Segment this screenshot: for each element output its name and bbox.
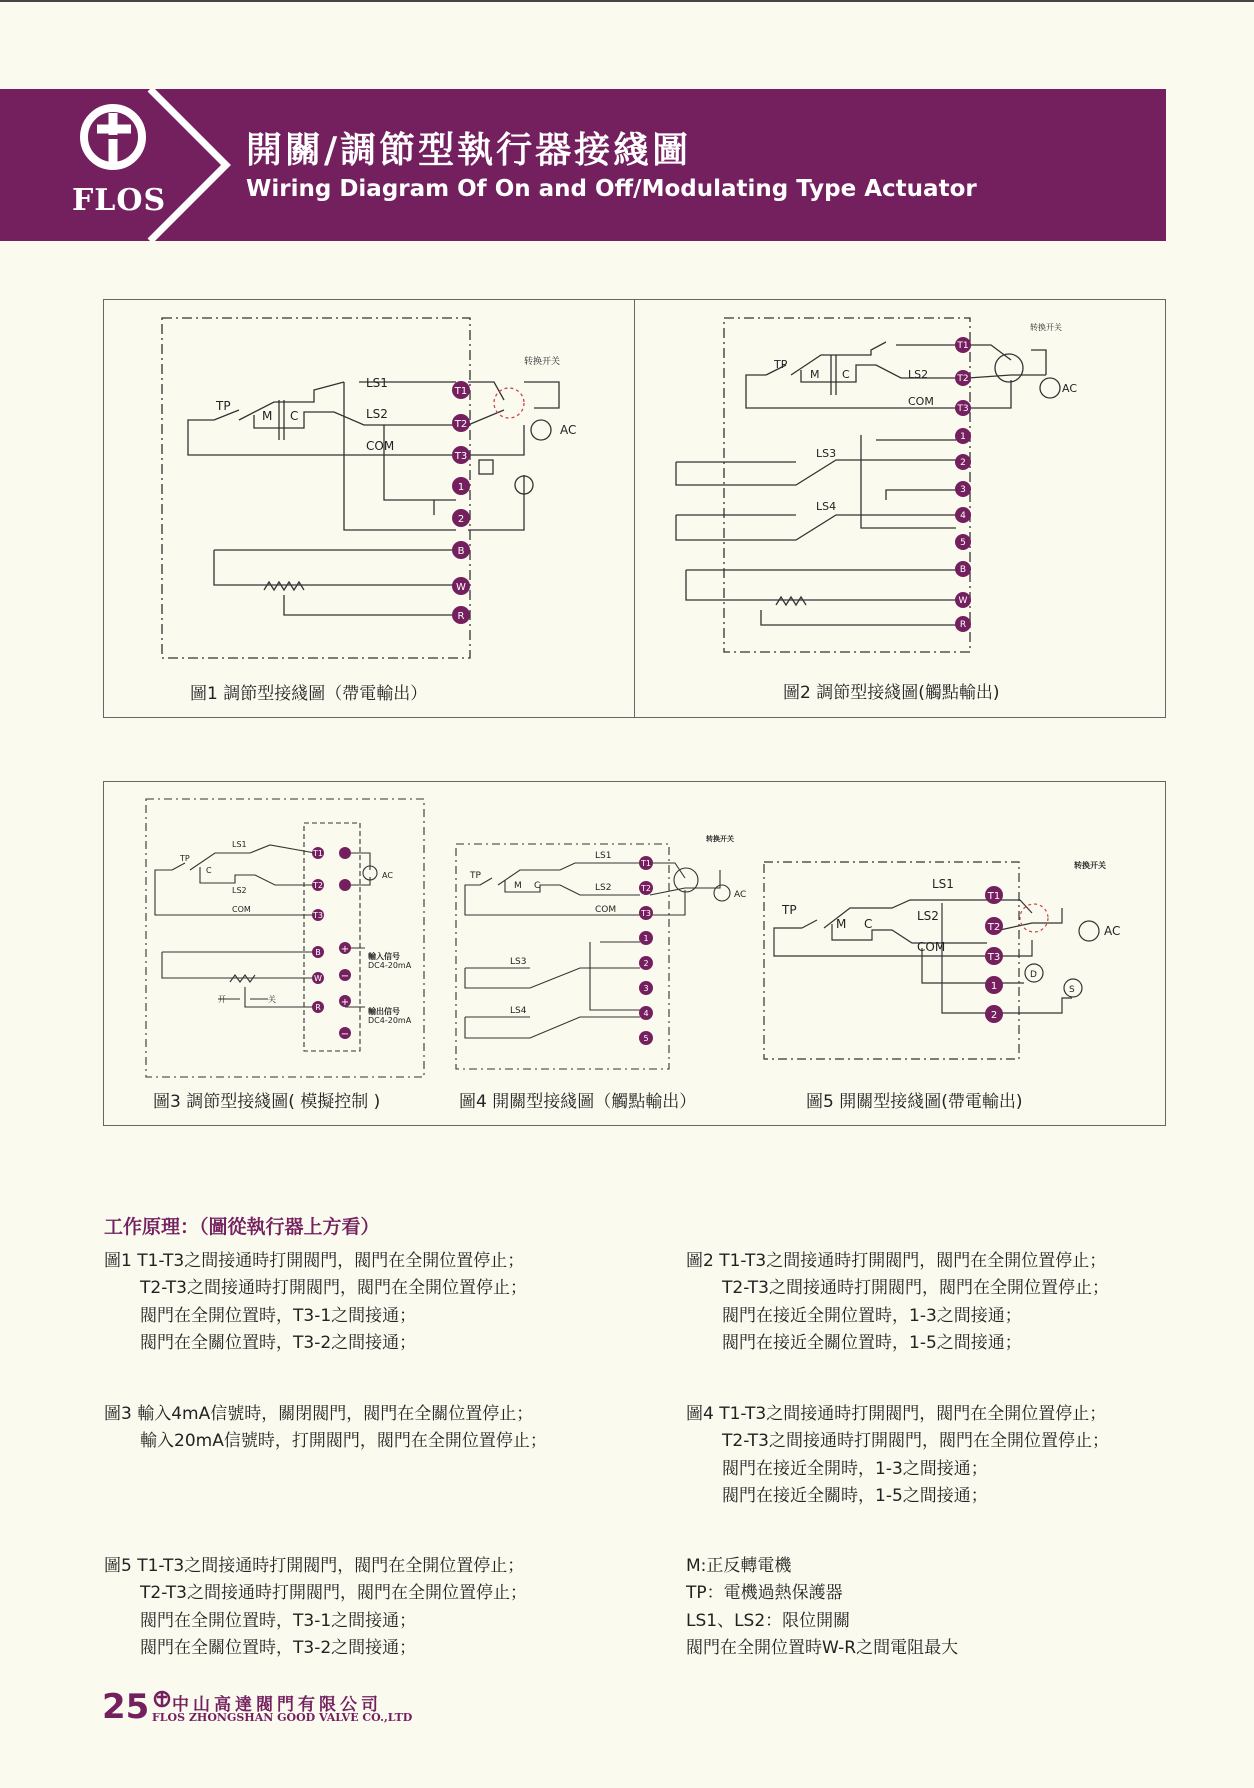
fig5-c-label: C — [864, 917, 873, 931]
fig3-terminal-w: W — [314, 974, 322, 983]
fig4-terminal-5: 5 — [643, 1034, 649, 1043]
principle-fig1-line: 閥門在全關位置時，T3-2之間接通； — [140, 1333, 417, 1354]
fig5-ls2-label: LS2 — [917, 909, 939, 923]
fig1-com-label: COM — [366, 439, 395, 453]
fig2-ls2-label: LS2 — [908, 368, 929, 381]
brand-name: FLOS — [72, 183, 167, 218]
figure-4-diagram — [450, 830, 750, 1075]
fig4-ac-label: AC — [734, 890, 747, 900]
principle-fig1-line: 閥門在全開位置時，T3-1之間接通； — [140, 1305, 417, 1326]
fig3-terminal-r: R — [315, 1003, 321, 1012]
fig4-terminal-1: 1 — [643, 934, 649, 943]
fig3-terminal-t2: T2 — [313, 881, 323, 890]
fig2-terminal-t3: T3 — [957, 404, 969, 414]
page-title-en: Wiring Diagram Of On and Off/Modulating Type Actuator — [246, 176, 977, 202]
fig4-terminal-t3: T3 — [641, 909, 651, 918]
fig3-open-label: 开 — [218, 995, 226, 1004]
principle-fig3 — [104, 1401, 547, 1456]
fig2-c-label: C — [842, 368, 850, 381]
fig1-ls1-label: LS1 — [366, 376, 388, 390]
legend-line: TP：電機過熱保護器 — [686, 1583, 843, 1604]
fig1-terminal-t2: T2 — [454, 419, 468, 430]
fig3-terminal-t1: T1 — [313, 849, 323, 858]
principle-fig4-line: 閥門在接近全開時，1-3之間接通； — [722, 1458, 988, 1479]
fig1-terminal-2: 2 — [457, 514, 465, 525]
fig2-terminal-5: 5 — [960, 538, 966, 548]
fig4-ls1-label: LS1 — [595, 851, 612, 861]
principle-fig2-line: T2-T3之間接通時打開閥門，閥門在全開位置停止； — [722, 1278, 1109, 1299]
fig4-terminal-4: 4 — [643, 1009, 649, 1018]
fig3-output-plus: + — [340, 997, 350, 1008]
principle-fig3-line: 圖3 輸入4mA信號時，關閉閥門，閥門在全關位置停止； — [104, 1404, 534, 1424]
footer-logo-icon — [152, 1690, 172, 1708]
fig1-terminal-r: R — [457, 611, 465, 622]
company-name-zh: 中山高達閥門有限公司 — [172, 1695, 382, 1715]
principle-fig5-line: T2-T3之間接通時打開閥門，閥門在全開位置停止； — [140, 1583, 527, 1604]
page-number: 25 — [102, 1687, 150, 1727]
fig3-ac-label: AC — [382, 871, 393, 880]
company-name-en: FLOS ZHONGSHAN GOOD VALVE CO.,LTD — [152, 1711, 413, 1724]
fig1-terminal-t3: T3 — [454, 451, 468, 462]
fig5-ac-label: AC — [1104, 924, 1121, 938]
figure-3-caption: 圖3 調節型接綫圖( 模擬控制 ) — [153, 1092, 381, 1112]
fig3-ls2-label: LS2 — [232, 886, 247, 895]
principle-fig5-line: 圖5 T1-T3之間接通時打開閥門，閥門在全開位置停止； — [104, 1556, 525, 1576]
fig2-switch-label: 转换开关 — [1030, 323, 1062, 332]
fig2-tp-label: TP — [774, 358, 788, 371]
fig4-ls3-label: LS3 — [510, 957, 527, 967]
fig1-terminal-1: 1 — [457, 482, 465, 493]
fig2-terminal-b: B — [959, 565, 967, 575]
principle-fig4-line: T2-T3之間接通時打開閥門，閥門在全開位置停止； — [722, 1431, 1109, 1452]
fig3-close-label: 关 — [268, 995, 276, 1004]
fig1-m-label: M — [262, 409, 273, 423]
fig3-terminal-t3: T3 — [313, 911, 323, 920]
principle-fig4-line: 閥門在接近全關時，1-5之間接通； — [722, 1486, 988, 1507]
fig5-m-label: M — [836, 917, 847, 931]
figure-2-diagram — [636, 300, 1164, 670]
fig1-ac-label: AC — [560, 423, 577, 437]
principle-fig2 — [686, 1248, 1109, 1358]
fig5-lamp-s-label: S — [1069, 985, 1075, 995]
fig3-terminal-b: B — [315, 948, 321, 957]
principle-heading: 工作原理：（圖從執行器上方看） — [104, 1216, 380, 1238]
fig3-input-minus: − — [340, 971, 350, 982]
principle-legend — [686, 1553, 958, 1663]
fig2-terminal-w: W — [958, 596, 968, 606]
fig3-input-plus: + — [340, 944, 350, 955]
principle-fig1 — [104, 1248, 527, 1358]
principle-fig1-line: T2-T3之間接通時打開閥門，閥門在全開位置停止； — [140, 1278, 527, 1299]
logo-chevron — [0, 89, 260, 241]
principle-fig4 — [686, 1401, 1109, 1511]
fig1-ls2-label: LS2 — [366, 407, 388, 421]
fig2-ac-label: AC — [1062, 382, 1078, 395]
fig4-terminal-2: 2 — [643, 959, 649, 968]
fig2-terminal-4: 4 — [960, 511, 966, 521]
principle-fig2-line: 閥門在接近全開位置時，1-3之間接通； — [722, 1305, 1022, 1326]
fig1-switch-label: 转换开关 — [524, 357, 561, 367]
fig2-terminal-1: 1 — [960, 432, 966, 442]
figure-3-diagram — [140, 795, 430, 1080]
figure-5-diagram — [762, 848, 1132, 1068]
principle-fig4-line: 圖4 T1-T3之間接通時打開閥門，閥門在全開位置停止； — [686, 1404, 1107, 1424]
fig2-terminal-3: 3 — [960, 485, 966, 495]
fig4-ls2-label: LS2 — [595, 883, 612, 893]
fig3-com-label: COM — [232, 905, 251, 914]
fig5-terminal-t1: T1 — [987, 891, 1001, 902]
fig5-terminal-t2: T2 — [987, 922, 1001, 933]
fig4-ls4-label: LS4 — [510, 1006, 527, 1016]
fig3-tp-label: TP — [180, 854, 190, 863]
fig2-ls4-label: LS4 — [816, 500, 837, 513]
fig5-ls1-label: LS1 — [932, 877, 954, 891]
legend-line: LS1、LS2：限位開關 — [686, 1610, 851, 1631]
principle-fig5 — [104, 1553, 527, 1663]
fig3-ls1-label: LS1 — [232, 840, 247, 849]
fig5-terminal-t3: T3 — [987, 952, 1001, 963]
fig1-terminal-t1: T1 — [454, 386, 468, 397]
fig1-terminal-w: W — [456, 582, 466, 593]
fig3-c-label: C — [206, 866, 212, 875]
fig4-com-label: COM — [595, 905, 617, 915]
principle-fig5-line: 閥門在全開位置時，T3-1之間接通； — [140, 1610, 417, 1631]
legend-line: 閥門在全開位置時W-R之間電阻最大 — [686, 1638, 959, 1659]
fig4-terminal-t2: T2 — [641, 884, 651, 893]
figure-1-caption: 圖1 調節型接綫圖（帶電輸出） — [190, 684, 428, 704]
fig2-com-label: COM — [908, 395, 934, 408]
fig5-terminal-1: 1 — [990, 981, 998, 992]
principle-fig2-line: 圖2 T1-T3之間接通時打開閥門，閥門在全開位置停止； — [686, 1251, 1107, 1271]
fig2-terminal-t1: T1 — [957, 341, 969, 351]
fig3-output-minus: − — [340, 1029, 350, 1040]
fig2-ls3-label: LS3 — [816, 447, 837, 460]
fig4-tp-label: TP — [470, 871, 481, 881]
fig5-terminal-2: 2 — [990, 1010, 998, 1021]
principle-fig5-line: 閥門在全關位置時，T3-2之間接通； — [140, 1638, 417, 1659]
top-rule — [0, 0, 1254, 2]
fig2-m-label: M — [810, 368, 820, 381]
fig2-terminal-2: 2 — [960, 458, 966, 468]
fig2-terminal-r: R — [959, 620, 967, 630]
figure-4-caption: 圖4 開關型接綫圖（觸點輸出） — [459, 1092, 697, 1112]
legend-line: M:正反轉電機 — [686, 1556, 792, 1576]
fig5-lamp-d-label: D — [1030, 970, 1037, 980]
fig4-switch-label: 转换开关 — [706, 835, 734, 843]
top-frame-divider — [634, 299, 635, 718]
principle-fig1-line: 圖1 T1-T3之間接通時打開閥門，閥門在全開位置停止； — [104, 1251, 525, 1271]
fig1-c-label: C — [290, 409, 299, 423]
fig2-terminal-t2: T2 — [957, 374, 969, 384]
page-title-zh: 開關/調節型執行器接綫圖 — [246, 130, 692, 171]
principle-fig2-line: 閥門在接近全關位置時，1-5之間接通； — [722, 1333, 1022, 1354]
fig4-terminal-3: 3 — [643, 984, 649, 993]
fig3-input-range: DC4-20mA — [368, 961, 412, 970]
fig1-tp-label: TP — [216, 399, 231, 413]
fig3-output-signal: 輸出信号 — [368, 1007, 400, 1016]
fig3-output-range: DC4-20mA — [368, 1016, 412, 1025]
fig4-terminal-t1: T1 — [641, 859, 651, 868]
fig5-switch-label: 转换开关 — [1074, 861, 1106, 870]
fig4-c-label: C — [534, 881, 541, 891]
figure-1-diagram — [104, 300, 634, 670]
principle-fig3-line: 輸入20mA信號時，打開閥門，閥門在全開位置停止； — [140, 1431, 547, 1452]
figure-5-caption: 圖5 開關型接綫圖(帶電輸出) — [806, 1092, 1023, 1112]
fig5-com-label: COM — [917, 940, 946, 954]
fig1-terminal-b: B — [457, 546, 465, 557]
fig4-m-label: M — [514, 881, 522, 891]
figure-2-caption: 圖2 調節型接綫圖(觸點輸出) — [783, 683, 1000, 703]
fig5-tp-label: TP — [782, 903, 797, 917]
fig3-input-signal: 輸入信号 — [368, 952, 400, 961]
